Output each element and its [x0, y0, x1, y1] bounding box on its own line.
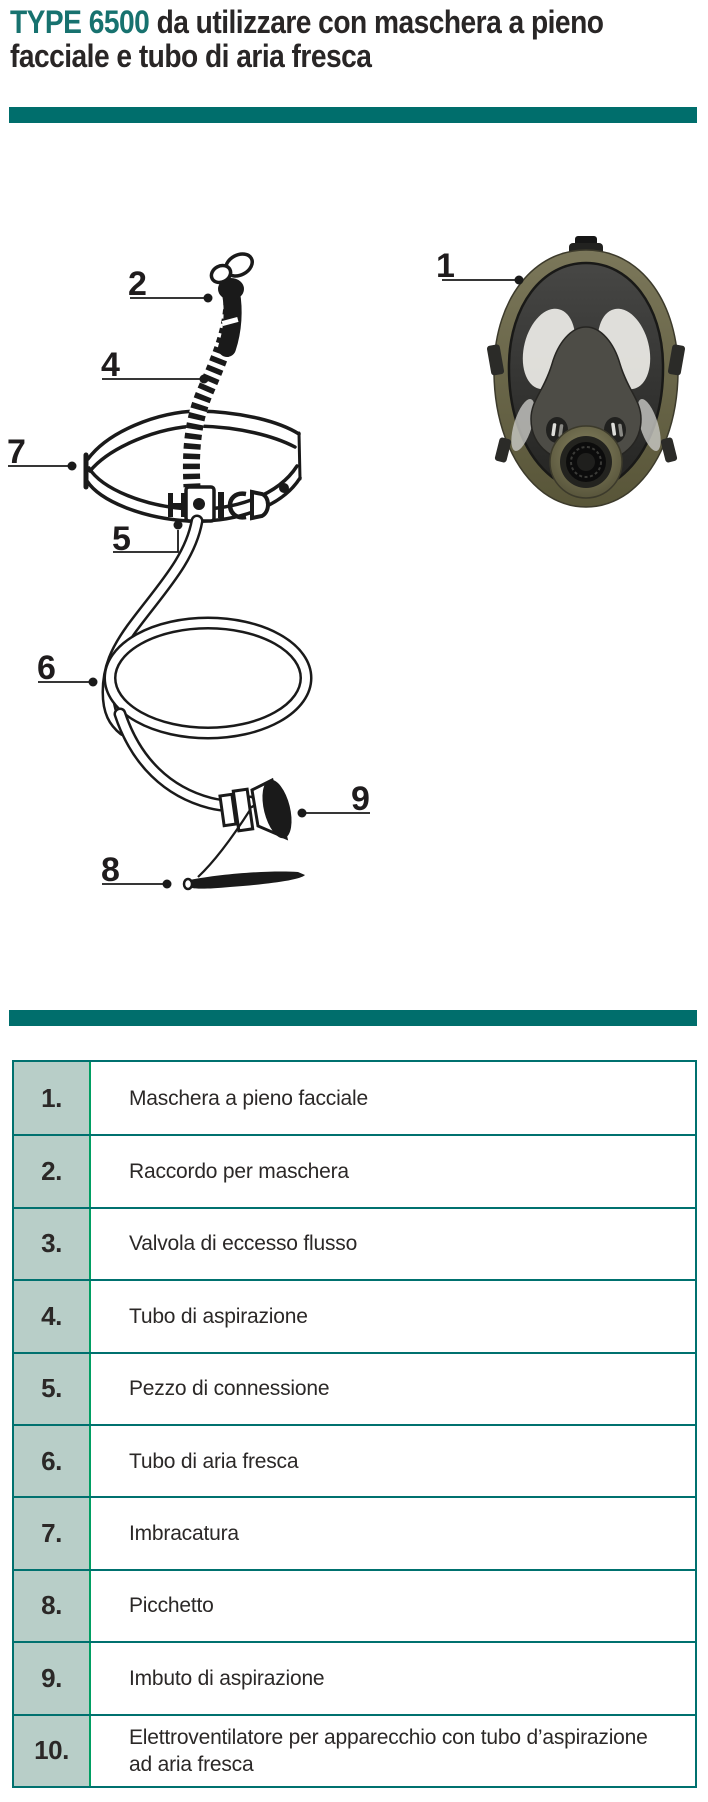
part-number: 10. [14, 1716, 91, 1786]
callout-4 [101, 346, 209, 384]
callout-5-label: 5 [112, 520, 131, 558]
table-row [14, 1352, 695, 1424]
divider-bar-bottom [9, 1010, 697, 1026]
part-description: Valvola di eccesso flusso [129, 1232, 358, 1256]
table-row [14, 1279, 695, 1351]
title-description: da utilizzare con maschera a pieno facciale e tubo di aria fresca [10, 4, 604, 74]
part-number: 4. [14, 1281, 91, 1351]
part-number: 1. [14, 1062, 91, 1134]
callout-9 [298, 780, 371, 818]
part-number: 9. [14, 1643, 91, 1713]
callout-7-label: 7 [7, 433, 26, 471]
parts-table [12, 1060, 697, 1788]
page-title [10, 6, 626, 74]
table-row [14, 1496, 695, 1568]
part-description: Tubo di aspirazione [129, 1304, 308, 1328]
divider-bar-top [9, 107, 697, 123]
table-row [14, 1714, 695, 1786]
callout-7 [7, 433, 77, 471]
table-row [14, 1641, 695, 1713]
table-row [14, 1207, 695, 1279]
callout-1 [436, 247, 524, 285]
fresh-air-tube-drawing [108, 521, 306, 806]
table-row [14, 1134, 695, 1206]
part-description: Elettroventilatore per apparecchio con tubo d’aspirazione ad aria fresca [129, 1725, 648, 1776]
part-number: 5. [14, 1354, 91, 1424]
callout-8-label: 8 [101, 851, 120, 889]
funnel-drawing [220, 777, 297, 842]
part-number: 7. [14, 1498, 91, 1568]
table-row [14, 1569, 695, 1641]
suction-tube-drawing [191, 293, 238, 487]
part-description: Imbuto di aspirazione [129, 1666, 325, 1690]
callout-9-label: 9 [351, 780, 370, 818]
part-description: Imbracatura [129, 1521, 239, 1545]
title-type-number: TYPE 6500 [10, 4, 150, 40]
apparatus-diagram [0, 130, 708, 1010]
part-description: Pezzo di connessione [129, 1377, 330, 1401]
mask-connector-drawing [208, 250, 256, 300]
part-description: Tubo di aria fresca [129, 1449, 299, 1473]
callout-6 [37, 649, 98, 687]
callout-5 [112, 520, 183, 558]
part-number: 2. [14, 1136, 91, 1206]
part-description: Maschera a pieno facciale [129, 1086, 368, 1110]
part-number: 3. [14, 1209, 91, 1279]
callout-2 [128, 265, 213, 303]
callout-1-label: 1 [436, 247, 455, 285]
part-number: 8. [14, 1571, 91, 1641]
part-number: 6. [14, 1426, 91, 1496]
callout-2-label: 2 [128, 265, 147, 303]
callout-8 [101, 851, 172, 889]
part-description: Picchetto [129, 1594, 214, 1618]
table-row [14, 1062, 695, 1134]
callout-4-label: 4 [101, 346, 120, 384]
callout-6-label: 6 [37, 649, 56, 687]
table-row [14, 1424, 695, 1496]
part-description: Raccordo per maschera [129, 1159, 349, 1183]
